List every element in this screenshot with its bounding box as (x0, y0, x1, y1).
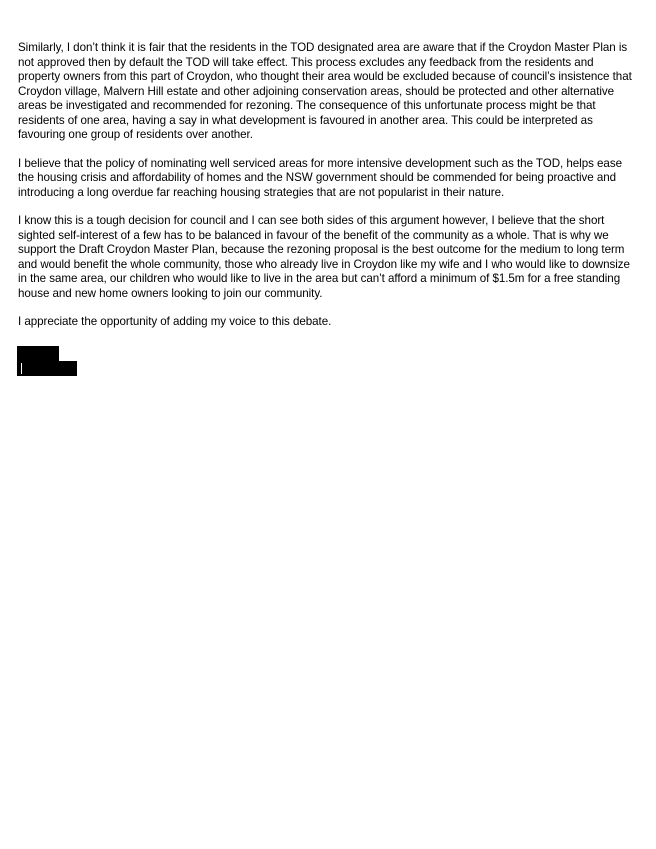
paragraph-tod-fairness: Similarly, I don’t think it is fair that the residents in the TOD designated area are aware that if the Croydon Master Plan is not approved then by default the TOD will take effect. This process excludes any feedback from the residents and property owners from this part of Croydon, who thought their area would be excluded because of council’s insistence that Croydon village, Malvern Hill estate and other adjoining conservation areas, should be protected and other alternative areas be investigated and recommended for rezoning. The consequence of this unfortunate process might be that residents of one area, having a say in what development is favoured in another area. This could be interpreted as favouring one group of residents over another. (18, 41, 632, 141)
redaction-bar-top (17, 346, 59, 362)
letter-body (18, 41, 638, 344)
paragraph-closing: I appreciate the opportunity of adding my voice to this debate. (18, 315, 332, 328)
paragraph-policy-support: I believe that the policy of nominating well serviced areas for more intensive development such as the TOD, helps ease the housing crisis and affordability of homes and the NSW government should be commended for being proactive and introducing a long overdue far reaching housing strategies that are not popularist in their nature. (18, 156, 622, 199)
paragraph-master-plan-support: I know this is a tough decision for council and I can see both sides of this argument however, I believe that the short sighted self-interest of a few has to be balanced in favour of the benefit of the community as a whole. That is why we support the Draft Croydon Master Plan, because the rezoning proposal is the best outcome for the medium to long term and would benefit the whole community, those who already live in Croydon like my wife and I who would like to downsize in the same area, our children who would like to live in the area but can’t afford a minimum of $1.5m for a free standing house and new home owners looking to join our community. (18, 214, 630, 300)
redacted-signature-block (17, 346, 77, 376)
redaction-bar-bottom (17, 361, 77, 376)
redaction-artifact (21, 363, 22, 374)
